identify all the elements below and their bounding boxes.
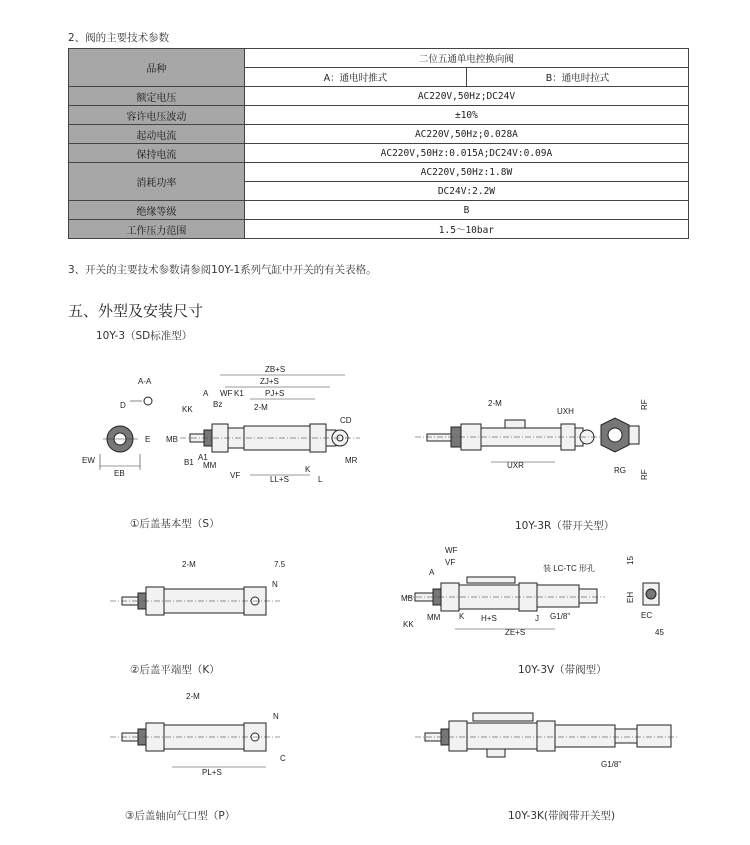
dim-a1: A1 [198, 453, 208, 462]
solenoid-valve-icon [555, 725, 615, 747]
dim-mm: MM [203, 461, 217, 470]
section-pin-icon [144, 397, 152, 405]
dim-aa: A-A [138, 377, 152, 386]
dim-rf-bottom: RF [640, 469, 649, 480]
dim-mm-v: MM [427, 613, 441, 622]
dim-c: C [280, 754, 286, 763]
table-row [69, 163, 689, 182]
row-label: 消耗功率 [69, 163, 245, 201]
dim-g18-k: G1/8" [601, 760, 622, 769]
caption-flat-k: ②后盖平端型（K） [130, 664, 220, 676]
table-header-label: 品种 [69, 49, 245, 87]
row-label: 保持电流 [69, 144, 245, 163]
dim-bz: Bz [213, 400, 223, 409]
dim-uxh: UXH [557, 407, 574, 416]
solenoid-valve-icon [537, 585, 579, 607]
dim-vf-v: VF [445, 558, 456, 567]
valve-spec-table [68, 48, 689, 239]
switch-params-note: 3、开关的主要技术参数请参阅10Y-1系列气缸中开关的有关表格。 [68, 264, 377, 276]
drawing-switch-r [415, 380, 695, 490]
dim-j: J [535, 614, 539, 623]
dim-pls: PL+S [202, 768, 222, 777]
dim-uxr: UXR [507, 461, 524, 470]
dim-hs: H+S [481, 614, 497, 623]
dim-lls: LL+S [270, 475, 289, 484]
dim-n-p: N [273, 712, 279, 721]
dim-b1: B1 [184, 458, 194, 467]
dim-ew: EW [82, 456, 95, 465]
row-value: AC220V,50Hz:1.8W [244, 163, 688, 182]
dim-45: 45 [655, 628, 664, 637]
dim-k1: K1 [234, 389, 244, 398]
row-value: B [244, 201, 688, 220]
dim-lctc: 装 LC-TC 形孔 [543, 564, 595, 573]
caption-switch-r: 10Y-3R（带开关型） [515, 520, 615, 532]
dim-mr: MR [345, 456, 358, 465]
table-row [69, 220, 689, 239]
dim-2m-p: 2-M [186, 692, 200, 701]
dim-d: D [120, 401, 126, 410]
dim-eh: EH [626, 591, 635, 603]
drawing-valve-v [395, 545, 685, 640]
drawing-axial-p [110, 685, 310, 780]
dim-a-v: A [429, 568, 435, 577]
section-heading-valve-params: 2、阀的主要技术参数 [68, 32, 170, 44]
dim-kk-v: KK [403, 620, 414, 629]
dim-rg: RG [614, 466, 626, 475]
dim-pjs: PJ+S [265, 389, 285, 398]
table-row [69, 87, 689, 106]
dim-n-k: N [272, 580, 278, 589]
model-label: 10Y-3（SD标准型） [96, 330, 193, 342]
variant-a-cell: A：通电时推式 [244, 68, 466, 87]
row-label: 绝缘等级 [69, 201, 245, 220]
row-label: 工作压力范围 [69, 220, 245, 239]
dim-vf: VF [230, 471, 241, 480]
row-value: AC220V,50Hz;DC24V [244, 87, 688, 106]
switch-icon [487, 749, 505, 757]
dim-e: E [145, 435, 151, 444]
table-row [69, 201, 689, 220]
dim-75: 7.5 [274, 560, 286, 569]
table-header-value: 二位五通单电控换向阀 [244, 49, 688, 68]
dim-ec: EC [641, 611, 653, 620]
dim-k: K [305, 465, 311, 474]
dim-15: 15 [626, 556, 635, 565]
dim-l: L [318, 475, 323, 484]
table-row [69, 144, 689, 163]
dim-2m-k: 2-M [182, 560, 196, 569]
row-label: 额定电压 [69, 87, 245, 106]
row-label: 容许电压波动 [69, 106, 245, 125]
table-row [69, 106, 689, 125]
row-value: AC220V,50Hz;0.028A [244, 125, 688, 144]
drawing-basic-s [60, 350, 380, 500]
dim-2m: 2-M [254, 403, 268, 412]
table-row [69, 49, 689, 68]
row-value: AC220V,50Hz:0.015A;DC24V:0.09A [244, 144, 688, 163]
dim-mb: MB [166, 435, 178, 444]
dim-zbs: ZB+S [265, 365, 286, 374]
cylinder-tube-icon [467, 723, 537, 749]
row-value: 1.5～10bar [244, 220, 688, 239]
dim-eb: EB [114, 469, 125, 478]
switch-icon [505, 420, 525, 428]
row-value: DC24V:2.2W [244, 182, 688, 201]
caption-valve-v: 10Y-3V（带阀型） [518, 664, 607, 676]
row-label: 起动电流 [69, 125, 245, 144]
drawing-valve-switch-k [415, 695, 685, 775]
caption-axial-p: ③后盖轴向气口型（P） [125, 810, 236, 822]
dim-wf-v: WF [445, 546, 458, 555]
section-heading-dimensions: 五、外型及安装尺寸 [68, 302, 204, 320]
dim-a: A [203, 389, 209, 398]
dim-wf: WF [220, 389, 233, 398]
dim-kk: KK [182, 405, 193, 414]
drawing-flat-k [110, 555, 310, 630]
caption-basic-s: ①后盖基本型（S） [130, 518, 220, 530]
row-value: ±10% [244, 106, 688, 125]
dim-rf-top: RF [640, 399, 649, 410]
dim-cd: CD [340, 416, 352, 425]
dim-mb-v: MB [401, 594, 413, 603]
caption-valve-switch-k: 10Y-3K(带阀带开关型) [508, 810, 616, 822]
dim-2m-r: 2-M [488, 399, 502, 408]
table-row [69, 125, 689, 144]
dim-k-v: K [459, 612, 465, 621]
dim-zjs: ZJ+S [260, 377, 279, 386]
dim-zes: ZE+S [505, 628, 526, 637]
variant-b-cell: B：通电时拉式 [466, 68, 688, 87]
dim-g18-v: G1/8" [550, 612, 571, 621]
